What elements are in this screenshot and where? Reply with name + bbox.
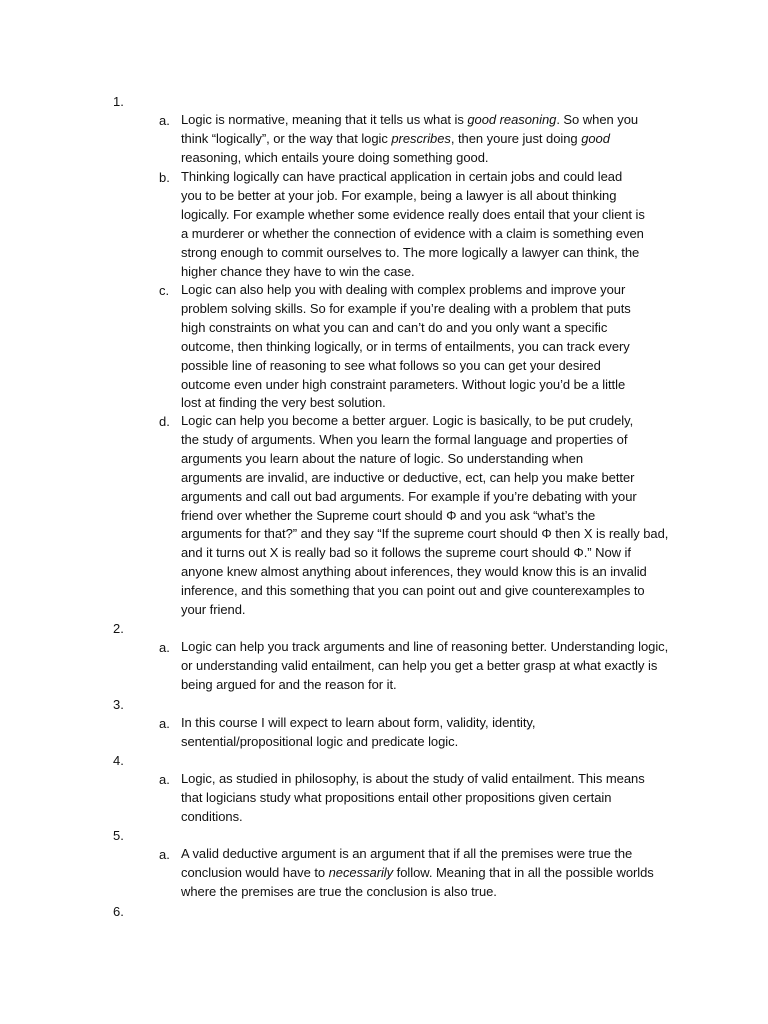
text-line: In this course I will expect to learn about form, validity, identity, [181,715,536,730]
sub-item-text [181,281,681,413]
text-line: or understanding valid entailment, can help you get a better grasp at what exactly is [181,657,658,673]
text-line: inference, and this something that you can point out and give counterexamples to [181,583,645,599]
sub-item-letter: a. [159,772,170,787]
sub-item-text [181,168,681,281]
text-line: sentential/propositional logic and predicate logic. [181,733,459,749]
text-line: reasoning, which entails youre doing something good. [181,149,489,165]
text-line: that logicians study what propositions entail other propositions given certain [181,789,612,805]
text-line: outcome even under high constraint parameters. Without logic you’d be a little [181,376,626,392]
sub-item-letter: d. [159,414,170,429]
text-line: Thinking logically can have practical application in certain jobs and could lead [181,169,623,184]
text-line: arguments and call out bad arguments. For example if you’re debating with your [181,488,637,504]
item-number: 6. [113,904,124,919]
item-number: 3. [113,697,124,712]
text-line: Logic is normative, meaning that it tells us what is good reasoning. So when you [181,112,639,127]
item-number: 2. [113,621,124,636]
text-line: Logic, as studied in philosophy, is about the study of valid entailment. This means [181,771,645,786]
text-line: logically. For example whether some evidence really does entail that your client is [181,206,645,222]
text-line: lost at finding the very best solution. [181,395,386,411]
text-line: problem solving skills. So for example if you’re dealing with a problem that puts [181,300,631,316]
sub-item-text [181,714,681,752]
text-line: where the premises are true the conclusion is also true. [181,883,497,899]
text-line: a murderer or whether the connection of evidence with a claim is something even [181,225,644,241]
sub-item-letter: a. [159,640,170,655]
text-line: high constraints on what you can and can’t do and you only want a specific [181,319,608,335]
sub-item-text [181,770,681,827]
sub-item-text [181,412,681,620]
text-line: arguments for that?” and they say “If the supreme court should Φ then X is really bad, [181,526,669,542]
sub-item-text [181,111,681,168]
text-line: conclusion would have to necessarily follow. Meaning that in all the possible worlds [181,864,654,880]
emphasis: good reasoning [467,112,557,127]
text-line: Logic can also help you with dealing with complex problems and improve your [181,282,626,297]
text-line: friend over whether the Supreme court should Φ and you ask “what’s the [181,507,596,523]
item-number: 4. [113,753,124,768]
item-number: 1. [113,94,124,109]
text-line: A valid deductive argument is an argument that if all the premises were true the [181,846,633,861]
emphasis: necessarily [328,864,394,880]
sub-item-letter: c. [159,283,170,298]
text-line: possible line of reasoning to see what follows so you can get your desired [181,357,601,373]
text-line: conditions. [181,808,243,824]
text-line: Logic can help you track arguments and line of reasoning better. Understanding logic, [181,639,669,654]
sub-item-text [181,845,681,902]
text-line: the study of arguments. When you learn the formal language and properties of [181,431,628,447]
text-line: you to be better at your job. For example, being a lawyer is all about thinking [181,187,617,203]
text-line: higher chance they have to win the case. [181,263,415,279]
text-line: arguments are invalid, are inductive or deductive, ect, can help you make better [181,469,635,485]
item-number: 5. [113,828,124,843]
emphasis: prescribes [391,130,451,146]
text-line: and it turns out X is really bad so it follows the supreme court should Φ.” Now if [181,545,631,561]
text-line: Logic can help you become a better arguer. Logic is basically, to be put crudely, [181,413,634,428]
sub-item-letter: a. [159,113,170,128]
sub-item-letter: a. [159,847,170,862]
sub-item-text [181,638,681,695]
text-line: being argued for and the reason for it. [181,676,397,692]
sub-item-letter: a. [159,716,170,731]
text-line: outcome, then thinking logically, or in terms of entailments, you can track every [181,338,630,354]
sub-item-letter: b. [159,170,170,185]
text-line: your friend. [181,602,246,618]
text-line: strong enough to commit ourselves to. The more logically a lawyer can think, the [181,244,640,260]
text-line: anyone knew almost anything about inferences, they would know this is an invalid [181,564,647,580]
emphasis: good [581,130,610,146]
text-line: think “logically”, or the way that logic prescribes, then youre just doing good [181,130,610,146]
text-line: arguments you learn about the nature of logic. So understanding when [181,450,584,466]
